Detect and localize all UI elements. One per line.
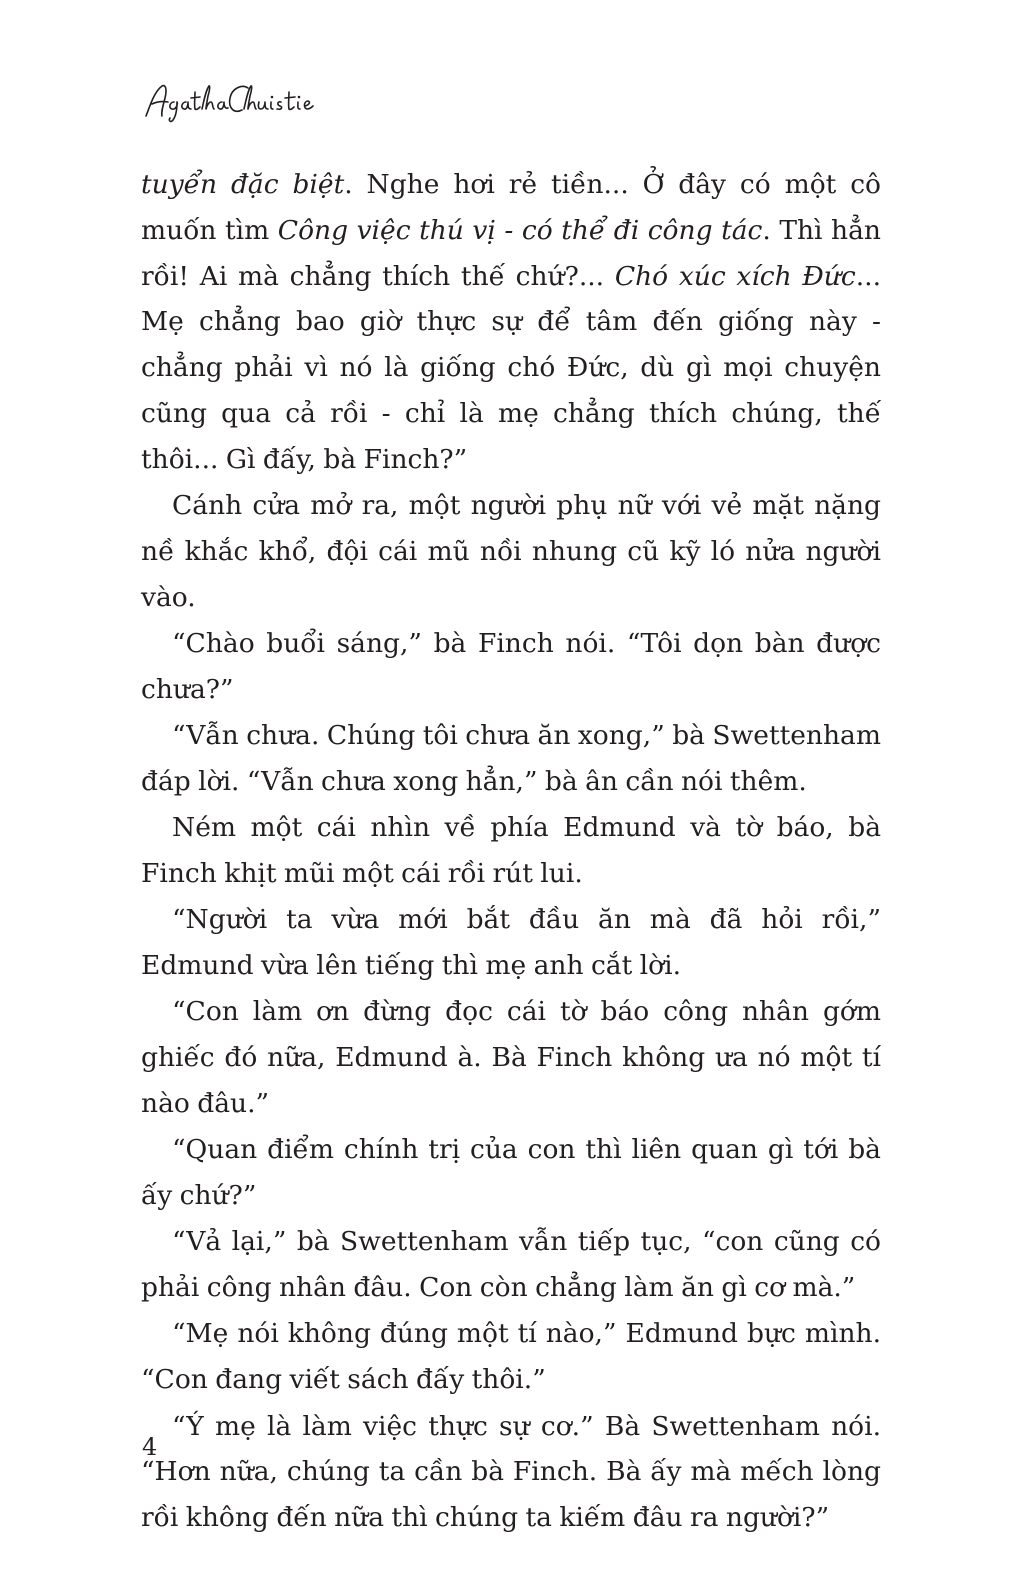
paragraph xyxy=(141,1127,881,1219)
text-run: “Con làm ơn đừng đọc cái tờ báo công nhân gớm ghiếc đó nữa, Edmund à. Bà Finch không ưa nó một tí nào đâu.” xyxy=(141,996,881,1119)
text-run: Cánh cửa mở ra, một người phụ nữ với vẻ mặt nặng nề khắc khổ, đội cái mũ nồi nhung cũ kỹ ló nửa người vào. xyxy=(141,490,881,613)
italic-text-run: tuyển đặc biệt xyxy=(141,169,345,200)
text-run: “Vẫn chưa. Chúng tôi chưa ăn xong,” bà Swettenham đáp lời. “Vẫn chưa xong hẳn,” bà ân cần nói thêm. xyxy=(141,720,881,797)
page-number: 4 xyxy=(142,1433,158,1461)
text-run: “Vả lại,” bà Swettenham vẫn tiếp tục, “con cũng có phải công nhân đâu. Con còn chẳng làm ăn gì cơ mà.” xyxy=(141,1226,881,1304)
text-run: Ném một cái nhìn về phía Edmund và tờ báo, bà Finch khịt mũi một cái rồi rút lui. xyxy=(141,812,881,889)
text-run: “Chào buổi sáng,” bà Finch nói. “Tôi dọn bàn được chưa?” xyxy=(141,627,881,705)
text-run: “Quan điểm chính trị của con thì liên quan gì tới bà ấy chứ?” xyxy=(141,1134,881,1212)
text-run: ... Mẹ chẳng bao giờ thực sự để tâm đến giống này - chẳng phải vì nó là giống chó Đức, dù gì mọi chuyện cũng qua cả rồi - chỉ là mẹ chẳng thích chúng, thế thôi... Gì đấy, bà Finch?” xyxy=(141,260,881,475)
text-run: “Người ta vừa mới bắt đầu ăn mà đã hỏi rồi,” Edmund vừa lên tiếng thì mẹ anh cắt lời. xyxy=(141,904,881,982)
italic-text-run: Chó xúc xích Đức xyxy=(614,260,856,292)
paragraph xyxy=(141,897,881,989)
paragraph xyxy=(141,1404,881,1541)
paragraph xyxy=(141,483,881,620)
paragraph xyxy=(141,1219,881,1311)
text-run: “Ý mẹ là làm việc thực sự cơ.” Bà Swettenham nói. “Hơn nữa, chúng ta cần bà Finch. Bà ấy mà mếch lòng rồi không đến nữa thì chúng ta kiếm đâu ra người?” xyxy=(141,1410,881,1534)
text-run: . Thì hẳn rồi! Ai mà chẳng thích thế chứ?... xyxy=(141,214,881,292)
paragraph xyxy=(141,1311,881,1403)
text-run: “Mẹ nói không đúng một tí nào,” Edmund bực mình. “Con đang viết sách đấy thôi.” xyxy=(141,1318,881,1396)
paragraph xyxy=(141,621,881,713)
author-signature-logo xyxy=(140,76,320,126)
italic-text-run: Công việc thú vị - có thể đi công tác xyxy=(277,214,763,246)
text-run: . Nghe hơi rẻ tiền... Ở đây có một cô muốn tìm xyxy=(141,169,881,246)
paragraph xyxy=(141,713,881,805)
paragraph xyxy=(141,162,881,483)
body-text xyxy=(141,162,881,1541)
paragraph xyxy=(141,989,881,1126)
paragraph xyxy=(141,805,881,897)
